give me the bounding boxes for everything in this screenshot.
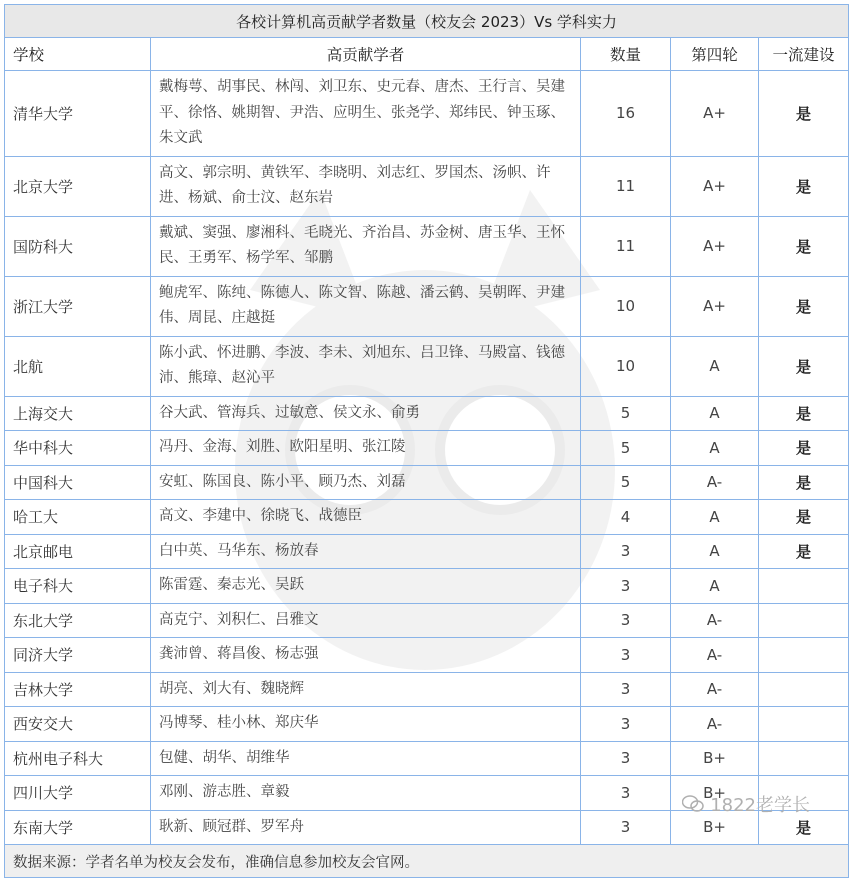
account-watermark (682, 791, 810, 817)
header-count: 数量 (581, 38, 671, 71)
count-cell: 3 (581, 534, 671, 569)
round4-cell: B+ (671, 776, 759, 811)
table-row (5, 741, 849, 776)
count-cell: 4 (581, 500, 671, 535)
round4-cell: A (671, 534, 759, 569)
first-class-cell: 是 (759, 431, 849, 466)
school-cell: 杭州电子科大 (5, 741, 151, 776)
count-cell: 10 (581, 276, 671, 336)
table-row (5, 156, 849, 216)
scholars-cell: 高文、李建中、徐晓飞、战德臣 (151, 500, 581, 535)
table-row (5, 569, 849, 604)
data-source-note: 数据来源：学者名单为校友会发布，准确信息参加校友会官网。 (5, 845, 849, 878)
first-class-cell: 是 (759, 810, 849, 845)
round4-cell: A+ (671, 71, 759, 157)
comparison-table (4, 4, 849, 878)
count-cell: 3 (581, 603, 671, 638)
count-cell: 3 (581, 707, 671, 742)
round4-cell: B+ (671, 810, 759, 845)
round4-cell: A+ (671, 216, 759, 276)
header-round4: 第四轮 (671, 38, 759, 71)
header-first-class: 一流建设 (759, 38, 849, 71)
round4-cell: A (671, 500, 759, 535)
round4-cell: A- (671, 465, 759, 500)
school-cell: 清华大学 (5, 71, 151, 157)
school-cell: 同济大学 (5, 638, 151, 673)
first-class-cell: 是 (759, 336, 849, 396)
round4-cell: A- (671, 672, 759, 707)
first-class-cell: 是 (759, 71, 849, 157)
scholars-cell: 冯丹、金海、刘胜、欧阳星明、张江陵 (151, 431, 581, 466)
round4-cell: B+ (671, 741, 759, 776)
scholars-cell: 陈雷霆、秦志光、吴跃 (151, 569, 581, 604)
count-cell: 10 (581, 336, 671, 396)
count-cell: 3 (581, 638, 671, 673)
table-row (5, 603, 849, 638)
scholars-cell: 白中英、马华东、杨放春 (151, 534, 581, 569)
count-cell: 5 (581, 431, 671, 466)
scholars-cell: 冯博琴、桂小林、郑庆华 (151, 707, 581, 742)
school-cell: 西安交大 (5, 707, 151, 742)
first-class-cell (759, 741, 849, 776)
school-cell: 北京邮电 (5, 534, 151, 569)
scholars-cell: 戴梅萼、胡事民、林闯、刘卫东、史元春、唐杰、王行言、吴建平、徐恪、姚期智、尹浩、应明生、张尧学、郑纬民、钟玉琢、朱文武 (151, 71, 581, 157)
count-cell: 3 (581, 810, 671, 845)
count-cell: 11 (581, 156, 671, 216)
table-row (5, 638, 849, 673)
count-cell: 16 (581, 71, 671, 157)
table-row (5, 500, 849, 535)
scholars-cell: 邓刚、游志胜、章毅 (151, 776, 581, 811)
first-class-cell: 是 (759, 465, 849, 500)
scholars-cell: 龚沛曾、蒋昌俊、杨志强 (151, 638, 581, 673)
watermark-text: 1822老学长 (710, 795, 810, 816)
table-row (5, 71, 849, 157)
table-title: 各校计算机高贡献学者数量（校友会 2023）Vs 学科实力 (5, 5, 849, 38)
wechat-icon (682, 795, 704, 813)
school-cell: 北航 (5, 336, 151, 396)
school-cell: 东南大学 (5, 810, 151, 845)
count-cell: 5 (581, 396, 671, 431)
first-class-cell (759, 707, 849, 742)
round4-cell: A- (671, 707, 759, 742)
round4-cell: A (671, 336, 759, 396)
table-row (5, 465, 849, 500)
table-row (5, 396, 849, 431)
first-class-cell (759, 638, 849, 673)
school-cell: 电子科大 (5, 569, 151, 604)
round4-cell: A+ (671, 156, 759, 216)
round4-cell: A- (671, 638, 759, 673)
first-class-cell (759, 672, 849, 707)
first-class-cell (759, 569, 849, 604)
scholars-cell: 鲍虎军、陈纯、陈德人、陈文智、陈越、潘云鹤、吴朝晖、尹建伟、周昆、庄越挺 (151, 276, 581, 336)
scholars-cell: 陈小武、怀进鹏、李波、李未、刘旭东、吕卫锋、马殿富、钱德沛、熊璋、赵沁平 (151, 336, 581, 396)
first-class-cell: 是 (759, 216, 849, 276)
first-class-cell: 是 (759, 276, 849, 336)
scholars-cell: 高文、郭宗明、黄铁军、李晓明、刘志红、罗国杰、汤帜、许进、杨斌、俞士汶、赵东岩 (151, 156, 581, 216)
first-class-cell (759, 603, 849, 638)
header-scholars: 高贡献学者 (151, 38, 581, 71)
school-cell: 上海交大 (5, 396, 151, 431)
table-row (5, 431, 849, 466)
first-class-cell: 是 (759, 156, 849, 216)
scholars-cell: 高克宁、刘积仁、吕雅文 (151, 603, 581, 638)
table-row (5, 534, 849, 569)
table-row (5, 707, 849, 742)
table-row (5, 336, 849, 396)
scholars-cell: 安虹、陈国良、陈小平、顾乃杰、刘磊 (151, 465, 581, 500)
scholars-cell: 包健、胡华、胡维华 (151, 741, 581, 776)
scholars-cell: 耿新、顾冠群、罗军舟 (151, 810, 581, 845)
school-cell: 浙江大学 (5, 276, 151, 336)
comparison-table-container (4, 4, 848, 878)
scholars-cell: 谷大武、管海兵、过敏意、侯文永、俞勇 (151, 396, 581, 431)
first-class-cell: 是 (759, 534, 849, 569)
school-cell: 吉林大学 (5, 672, 151, 707)
school-cell: 中国科大 (5, 465, 151, 500)
count-cell: 3 (581, 672, 671, 707)
count-cell: 3 (581, 569, 671, 604)
school-cell: 东北大学 (5, 603, 151, 638)
count-cell: 11 (581, 216, 671, 276)
scholars-cell: 戴斌、窦强、廖湘科、毛晓光、齐治昌、苏金树、唐玉华、王怀民、王勇军、杨学军、邹鹏 (151, 216, 581, 276)
school-cell: 北京大学 (5, 156, 151, 216)
school-cell: 华中科大 (5, 431, 151, 466)
count-cell: 3 (581, 776, 671, 811)
round4-cell: A (671, 569, 759, 604)
school-cell: 国防科大 (5, 216, 151, 276)
round4-cell: A+ (671, 276, 759, 336)
first-class-cell: 是 (759, 396, 849, 431)
table-body (5, 71, 849, 845)
round4-cell: A (671, 396, 759, 431)
count-cell: 5 (581, 465, 671, 500)
round4-cell: A- (671, 603, 759, 638)
scholars-cell: 胡亮、刘大有、魏晓辉 (151, 672, 581, 707)
table-row (5, 276, 849, 336)
table-row (5, 672, 849, 707)
header-school: 学校 (5, 38, 151, 71)
count-cell: 3 (581, 741, 671, 776)
first-class-cell: 是 (759, 500, 849, 535)
school-cell: 哈工大 (5, 500, 151, 535)
school-cell: 四川大学 (5, 776, 151, 811)
table-row (5, 216, 849, 276)
round4-cell: A (671, 431, 759, 466)
